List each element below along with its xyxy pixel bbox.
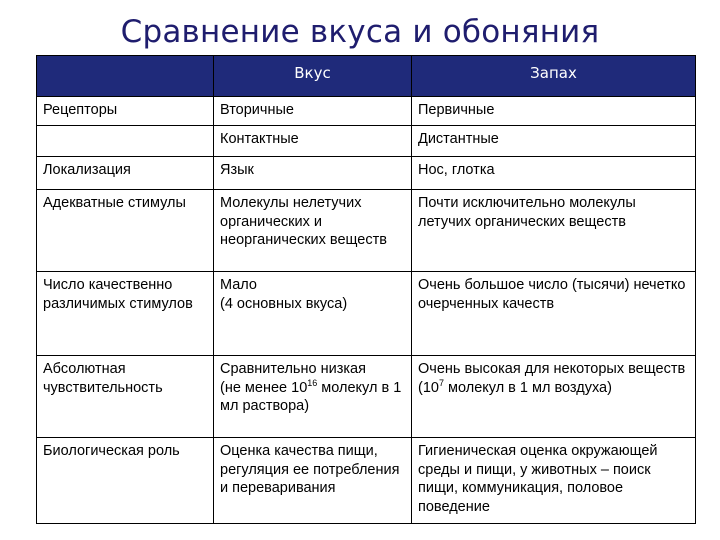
taste-cell: Молекулы нелетучих органических и неорганических веществ (214, 190, 412, 272)
taste-exponent: 16 (307, 377, 318, 388)
table-row (37, 356, 696, 438)
smell-exponent: 7 (438, 377, 444, 388)
header-taste: Вкус (214, 56, 412, 97)
row-label: Рецепторы (37, 97, 214, 126)
taste-line (220, 379, 405, 416)
smell-cell: Первичные (412, 97, 696, 126)
slide-title: Сравнение вкуса и обоняния (120, 14, 600, 50)
taste-cell (214, 356, 412, 438)
row-label: Число качественно различимых стимулов (37, 272, 214, 356)
taste-cell: Язык (214, 157, 412, 190)
taste-line: (4 основных вкуса) (220, 295, 348, 312)
row-label: Абсолютная чувствительность (37, 356, 214, 438)
smell-cell: Почти исключительно молекулы летучих органических веществ (412, 190, 696, 272)
table-row (37, 157, 696, 190)
table-row (37, 272, 696, 356)
smell-cell: Очень большое число (тысячи) нечетко очерченных качеств (412, 272, 696, 356)
header-empty-cell (37, 56, 214, 97)
taste-text-post: молекул в 1 мл раствора) (220, 379, 402, 414)
taste-cell: Оценка качества пищи, регуляция ее потребления и переваривания (214, 438, 412, 524)
taste-cell: Контактные (214, 126, 412, 157)
taste-line: Мало (220, 277, 257, 293)
table-row (37, 438, 696, 524)
smell-cell (412, 356, 696, 438)
table-row (37, 126, 696, 157)
table-row (37, 190, 696, 272)
smell-text-pre: Очень высокая для некоторых веществ (10 (418, 361, 686, 396)
row-label: Адекватные стимулы (37, 190, 214, 272)
smell-text-post: молекул в 1 мл воздуха) (443, 379, 612, 396)
table-header-row (37, 56, 696, 97)
taste-text-pre: (не менее 10 (220, 379, 308, 396)
taste-line: Сравнительно низкая (220, 361, 366, 377)
smell-cell: Дистантные (412, 126, 696, 157)
smell-cell: Гигиеническая оценка окружающей среды и пищи, у животных – поиск пищи, коммуникация, половое поведение (412, 438, 696, 524)
row-label: Биологическая роль (37, 438, 214, 524)
comparison-table (36, 55, 696, 524)
row-label: Локализация (37, 157, 214, 190)
table-row (37, 97, 696, 126)
header-smell: Запах (412, 56, 696, 97)
row-label (37, 126, 214, 157)
taste-cell: Вторичные (214, 97, 412, 126)
taste-cell (214, 272, 412, 356)
smell-cell: Нос, глотка (412, 157, 696, 190)
